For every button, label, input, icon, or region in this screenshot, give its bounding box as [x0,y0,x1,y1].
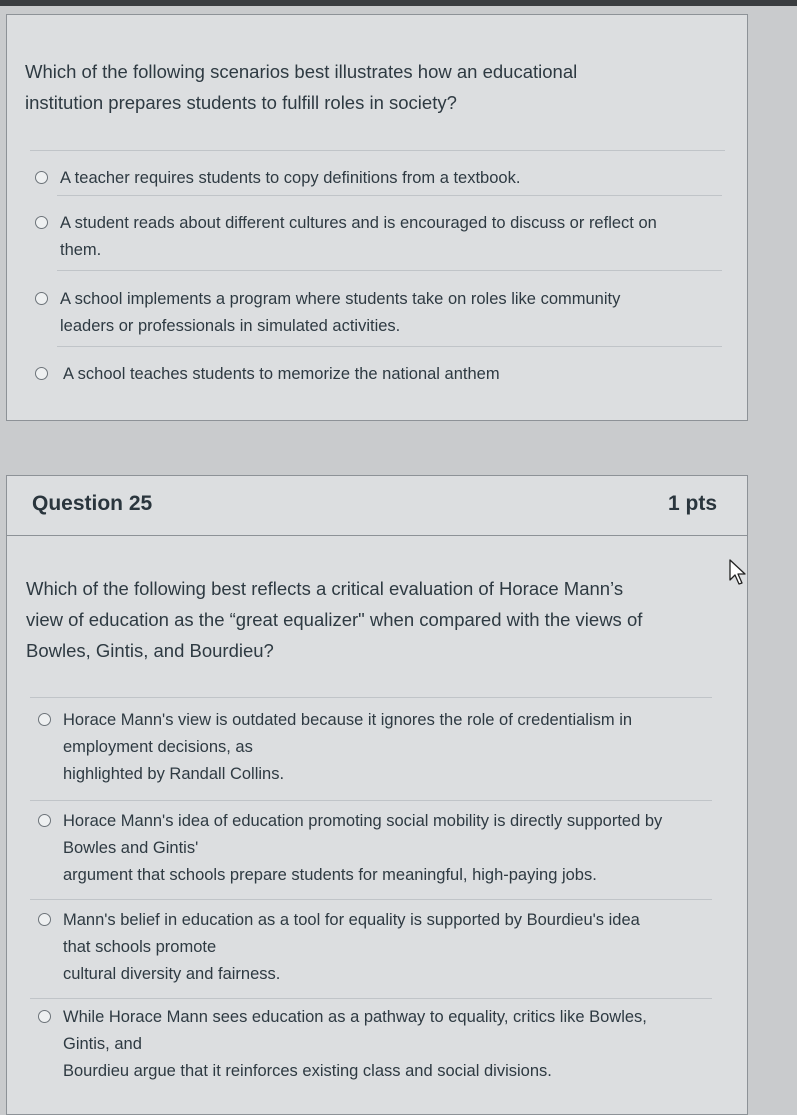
radio-button[interactable] [38,814,51,827]
radio-button[interactable] [35,171,48,184]
separator [57,195,722,196]
separator [30,697,712,698]
separator [30,998,712,999]
radio-button[interactable] [38,1010,51,1023]
separator [57,270,722,271]
separator [30,800,712,801]
separator [57,346,722,347]
question-25-text: Which of the following best reflects a critical evaluation of Horace Mann’s view of education as the “great equalizer" when compared with the views of Bowles, Gintis, and Bourdieu? [26,578,643,661]
separator [30,899,712,900]
radio-button[interactable] [38,713,51,726]
question-title: Question 25 [32,492,153,515]
radio-button[interactable] [35,292,48,305]
top-bar [0,0,797,6]
previous-question-text: Which of the following scenarios best illustrates how an educational institution prepares students to fulfill roles in society? [25,61,578,113]
radio-button[interactable] [35,367,48,380]
mouse-pointer-icon [728,558,750,586]
question-points: 1 pts [667,492,717,515]
question-header [7,476,747,536]
radio-button[interactable] [35,216,48,229]
separator [30,150,725,151]
radio-button[interactable] [38,913,51,926]
